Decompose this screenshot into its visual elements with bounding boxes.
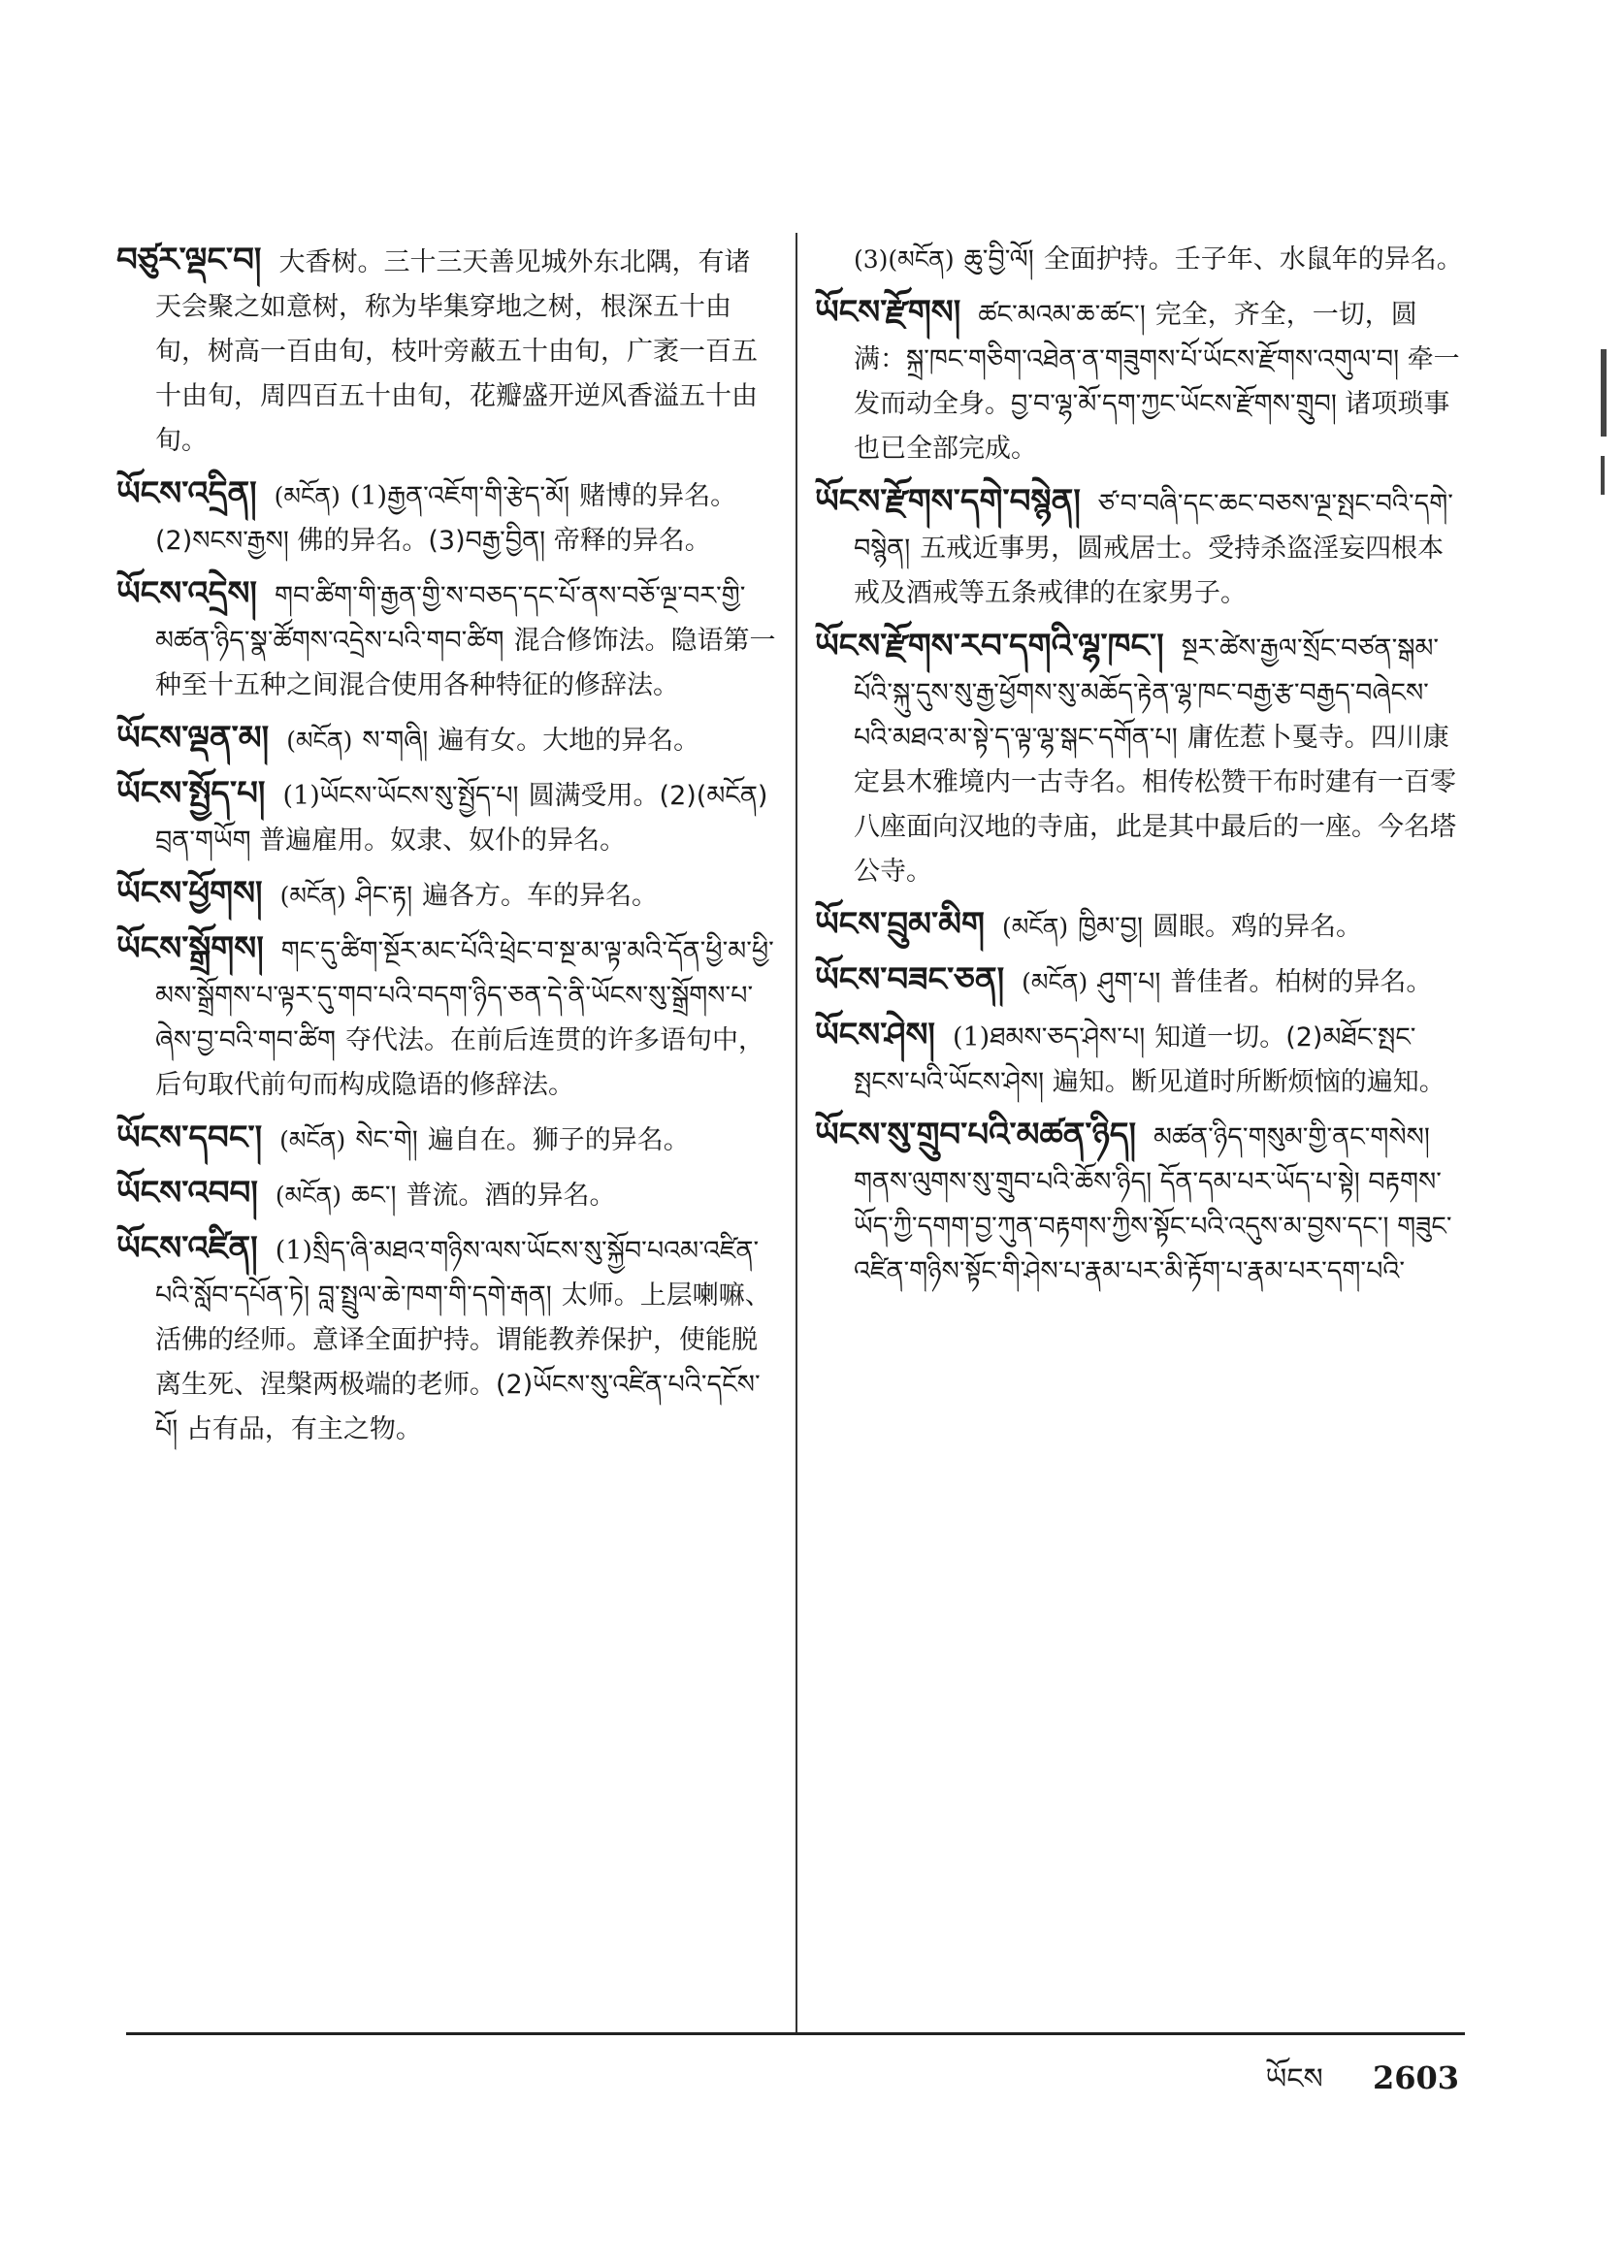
chinese-gloss: 五戒近事男，圆戒居士。受持杀盗淫妄四根本戒及酒戒等五条戒律的在家男子。 [854, 534, 1445, 608]
tibetan-definition: (1)ཡོངས་ཡོངས་སུ་སྤྱོད་པ། [282, 781, 519, 811]
tibetan-definition: ཆང་། [351, 1181, 397, 1211]
dictionary-entry [815, 290, 1465, 471]
entry-tag: (མངོན) [1022, 968, 1088, 996]
chinese-gloss: 普佳者。柏树的异名。 [1170, 967, 1433, 997]
entry-tag: (མངོན) [1001, 913, 1069, 941]
page-footer [1265, 2047, 1459, 2128]
margin-mark [1601, 349, 1607, 437]
right-column [815, 238, 1465, 1302]
entry-tag: (མངོན) [286, 727, 353, 755]
chinese-gloss: 普流。酒的异名。 [406, 1181, 616, 1211]
tibetan-definition: (1)རྒྱན་འཇོག་གི་རྩེད་མོ། [349, 481, 570, 511]
headword: ཡོངས་རྫོགས། [815, 293, 961, 332]
dictionary-entry [116, 471, 776, 564]
tibetan-definition: གབ་ཚིག་གི་རྒྱན་གྱི་ས་བཅད་དང་པོ་ནས་བཅོ་ལྔ་བར་གྱི་མཚན་ཉིད་སྣ་ཚོགས་འདྲེས་པའི་གབ་ཚིག [155, 581, 746, 656]
chinese-gloss: 遍各方。车的异名。 [422, 881, 659, 911]
headword: ཡོངས་སུ་གྲུབ་པའི་མཚན་ཉིད། [815, 1116, 1136, 1154]
headword: ཡོངས་ལྡན་མ། [116, 719, 270, 758]
headword: ཡོངས་སྒྲོགས། [116, 929, 264, 968]
headword: ཡོངས་བཟང་ཅན། [815, 960, 1005, 999]
chinese-gloss: 知道一切。(2)མཐོང་སྤང་སྤངས་པའི་ཡོངས་ཤེས། 遍知。断见道时所断烦恼的遍知。 [854, 1022, 1445, 1097]
dictionary-entry [815, 957, 1465, 1005]
headword: ཡོངས་ཕྱོགས། [116, 874, 263, 913]
chinese-gloss: 全面护持。壬子年、水鼠年的异名。 [1043, 244, 1463, 275]
headword: ཡོངས་རྫོགས་དགེ་བསྙེན། [815, 482, 1081, 521]
headword: ཡོངས་འབབ། [116, 1174, 258, 1213]
tibetan-definition: ཙ་བ་བཞི་དང་ཆང་བཅས་ལྔ་སྤང་བའི་དགེ་བསྙེན། [854, 489, 1453, 564]
tibetan-definition: (1)སྲིད་ཞི་མཐའ་གཉིས་ལས་ཡོངས་སུ་སྐྱོབ་པའམ་འཛིན་པའི་སློབ་དཔོན་ཏེ། བླ་སྤྲུལ་ཆེ་ཁག་གི་དགེ་རྒན། [155, 1236, 760, 1311]
tibetan-definition: ཤུག་པ། [1097, 967, 1161, 997]
tibetan-definition: ཤིང་རྟ། [355, 881, 413, 911]
margin-mark [1601, 456, 1605, 495]
tibetan-definition: ཆུ་བྱི་ལོ། [963, 244, 1034, 275]
tibetan-definition: སེང་གེ། [355, 1125, 418, 1155]
chinese-gloss: 圆满受用。(2)(མངོན) བྲན་གཡོག 普遍雇用。奴隶、奴仆的异名。 [155, 781, 768, 856]
chinese-gloss: 遍自在。狮子的异名。 [427, 1125, 690, 1155]
headword: ཡོངས་སྤྱོད་པ། [116, 774, 266, 813]
tibetan-definition: ས་གཞི། [362, 726, 429, 756]
dictionary-entry [815, 1113, 1465, 1294]
chinese-gloss: 太师。上层喇嘛、活佛的经师。意译全面护持。谓能教养保护，使能脱离生死、涅槃两极端的老师。(2)ཡོངས་སུ་འཛིན་པའི་དངོས་པོ། 占有品，有主之物。 [155, 1280, 771, 1444]
dictionary-entry [116, 238, 776, 464]
headword: ཡོངས་འདྲེས། [116, 574, 257, 613]
dictionary-entry [815, 902, 1465, 950]
dictionary-entry [116, 1116, 776, 1163]
headword: ཡོངས་བྲུམ་མིག [815, 905, 985, 944]
dictionary-entry [116, 871, 776, 919]
chinese-gloss: 夺代法。在前后连贯的许多语句中，后句取代前句而构成隐语的修辞法。 [155, 1025, 764, 1100]
chinese-gloss: 混合修饰法。隐语第一种至十五种之间混合使用各种特征的修辞法。 [155, 626, 776, 700]
column-divider [796, 233, 797, 2032]
page-number: 2603 [1372, 2059, 1459, 2096]
dictionary-entry [815, 624, 1465, 894]
left-column [116, 238, 776, 1460]
chinese-gloss: 赌博的异名。(2)སངས་རྒྱས། 佛的异名。(3)བརྒྱ་བྱིན། 帝释的异名。 [155, 481, 737, 556]
dictionary-entry [815, 1013, 1465, 1105]
headword: ཡོངས་འཛིན། [116, 1229, 258, 1268]
chinese-gloss: 遍有女。大地的异名。 [438, 726, 700, 756]
chinese-gloss: 圆眼。鸡的异名。 [1152, 912, 1362, 942]
dictionary-entry [854, 238, 1465, 282]
tibetan-definition: སྔར་ཚེས་རྒྱལ་སྲོང་བཙན་སྒམ་པོའི་སྐུ་དུས་སུ་རྒྱ་ཕྱོགས་སུ་མཆོད་རྟེན་ལྷ་ཁང་བརྒྱ་རྩ་བརྒྱད་བཞེངས་པའི་མཐའ་མ་སྟེ་ད་ལྟ་ལྷ་སྒང་དགོན་པ། [854, 633, 1440, 753]
running-headword: ཡོངས [1265, 2062, 1323, 2096]
tibetan-definition: གང་དུ་ཚིག་སྔོར་མང་པོའི་ཕྲེང་བ་སྔ་མ་ལྟ་མའི་དོན་ཕྱི་མ་ཕྱི་མས་སྒྲོགས་པ་ལྟར་དུ་གབ་པའི་བདག་ཉིད་ཅན་དེ་ནི་ཡོངས་སུ་སྒྲོགས་པ་ཞེས་བྱ་བའི་གབ་ཚིག [155, 936, 774, 1055]
footer-rule [126, 2032, 1465, 2035]
dictionary-entry [116, 571, 776, 708]
tibetan-definition: ཁྱིམ་བྱ། [1078, 912, 1143, 942]
headword: ཡོངས་ཤེས། [815, 1016, 935, 1054]
chinese-gloss: 庸佐惹卜戛寺。四川康定县木雅境内一古寺名。相传松赞干布时建有一百零八座面向汉地的寺庙，此是其中最后的一座。今名塔公寺。 [854, 723, 1456, 887]
dictionary-entry [116, 771, 776, 863]
chinese-gloss: 完全，齐全，一切，圆满：སྐྲ་ཁང་གཅིག་འཐེན་ན་གཟུགས་པོ་ཡོངས་རྫོགས་འགུལ་བ། 牵一发而动全身。བྱ་བ་ལྷ་མོ་དག་ཀྱང་ཡོངས་རྫོགས་གྲུབ། 诸项琐事也已全部完成。 [854, 300, 1460, 464]
headword: ཡོངས་དབང་། [116, 1118, 263, 1157]
tibetan-definition: ཚང་མའམ་ཆ་ཚང་། [978, 300, 1146, 330]
headword: བཙུར་ལྡང་བ། [116, 241, 262, 279]
dictionary-entry [116, 1226, 776, 1452]
entry-tag: (མངོན) [279, 1126, 346, 1154]
dictionary-entry [116, 716, 776, 763]
dictionary-entry [815, 479, 1465, 616]
headword: ཡོངས་རྫོགས་རབ་དགའི་ལྷ་ཁང་། [815, 627, 1164, 665]
headword: ཡོངས་འདྲིན། [116, 474, 257, 513]
dictionary-entry [116, 1171, 776, 1218]
entry-tag: (3)(མངོན) [854, 245, 955, 274]
entry-tag: (མངོན) [275, 1182, 342, 1210]
tibetan-definition: (1)ཐམས་ཅད་ཤེས་པ། [952, 1022, 1146, 1053]
entry-tag: (མངོན) [279, 882, 346, 910]
tibetan-definition: མཚན་ཉིད་གསུམ་གྱི་ནང་གསེས། གནས་ལུགས་སུ་གྲུབ་པའི་ཆོས་ཉིད། དོན་དམ་པར་ཡོད་པ་སྟེ། བརྟགས་ཡོད་ཀྱི་དགག་བྱ་ཀུན་བརྟགས་ཀྱིས་སྟོང་པའི་འདུས་མ་བྱས་དང་། གཟུང་འཛིན་གཉིས་སྟོང་གི་ཤེས་པ་རྣམ་པར་མི་རྟོག་པ་རྣམ་པར་དག་པའི་ [854, 1122, 1452, 1286]
chinese-gloss: 大香树。三十三天善见城外东北隅，有诸天会聚之如意树，称为毕集穿地之树，根深五十由旬，树高一百由旬，枝叶旁蔽五十由旬，广袤一百五十由旬，周四百五十由旬，花瓣盛开逆风香溢五十由旬。 [155, 247, 758, 456]
dictionary-entry [116, 926, 776, 1108]
entry-tag: (མངོན) [274, 482, 341, 510]
